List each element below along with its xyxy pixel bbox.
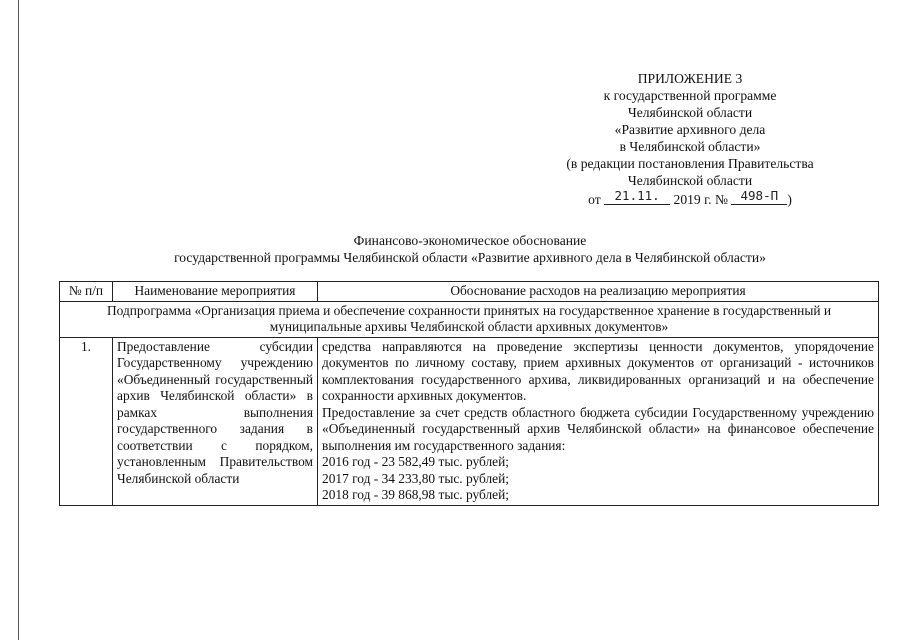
basis-paragraph-1: средства направляются на проведение экспертизы ценности документов, упорядочение документов по личному составу, прием архивных документов от организаций - источников комплектования государственного архива, ликвидированных организаций и на обеспечение сохранности архивных документов.: [322, 338, 874, 403]
year-line: 2017 год - 34 233,80 тыс. рублей;: [322, 470, 509, 486]
basis-paragraph-2: Предоставление за счет средств областного бюджета субсидии Государственному учреждению «Объединенный государственный архив Челябинской области» на финансовое обеспечение выполнения им государственного задания:: [322, 404, 874, 453]
date-field: 21.11.: [604, 187, 670, 205]
subprogram-title: Подпрограмма «Организация приема и обеспечение сохранности принятых на государственное хранение в государственный и муниципальные архивы Челябинской области архивных документов»: [60, 301, 879, 337]
page-cutoff: [59, 560, 880, 640]
header-line: Челябинской области: [627, 173, 753, 188]
subprogram-row: [60, 301, 879, 337]
header-basis: Обоснование расходов на реализацию мероприятия: [318, 282, 879, 302]
header-line: «Развитие архивного дела: [614, 122, 766, 137]
number-field: 498-П: [731, 187, 787, 205]
document-title: [60, 232, 880, 266]
year-text: 2019 г. №: [673, 192, 728, 207]
activity-name: Предоставление субсидии Государственному учреждению «Объединенный государственный архив Челябинской области» в рамках выполнения государственного задания в соответствии с порядком, установленным Правительством Челябинской области: [113, 337, 318, 505]
table-row: [60, 337, 879, 505]
page-edge-line: [18, 0, 19, 640]
resolution-date-line: [545, 188, 835, 213]
row-number: 1.: [60, 337, 113, 505]
title-line-2: государственной программы Челябинской области «Развитие архивного дела в Челябинской области»: [174, 250, 766, 265]
header-line: к государственной программе: [603, 88, 777, 103]
justification-table: [59, 281, 879, 506]
close-paren: ): [787, 192, 792, 207]
header-line: Челябинской области: [627, 105, 753, 120]
appendix-header: [545, 70, 835, 213]
header-line: (в редакции постановления Правительства: [566, 156, 814, 171]
date-prefix: от: [588, 192, 601, 207]
header-name: Наименование мероприятия: [113, 282, 318, 302]
title-line-1: Финансово-экономическое обоснование: [353, 233, 587, 248]
appendix-label: ПРИЛОЖЕНИЕ 3: [637, 71, 743, 86]
header-num: № п/п: [60, 282, 113, 302]
basis-cell: [318, 337, 879, 505]
table-header-row: [60, 282, 879, 302]
year-line: 2018 год - 39 868,98 тыс. рублей;: [322, 487, 509, 502]
header-line: в Челябинской области»: [619, 139, 761, 154]
year-line: 2016 год - 23 582,49 тыс. рублей;: [322, 454, 509, 469]
